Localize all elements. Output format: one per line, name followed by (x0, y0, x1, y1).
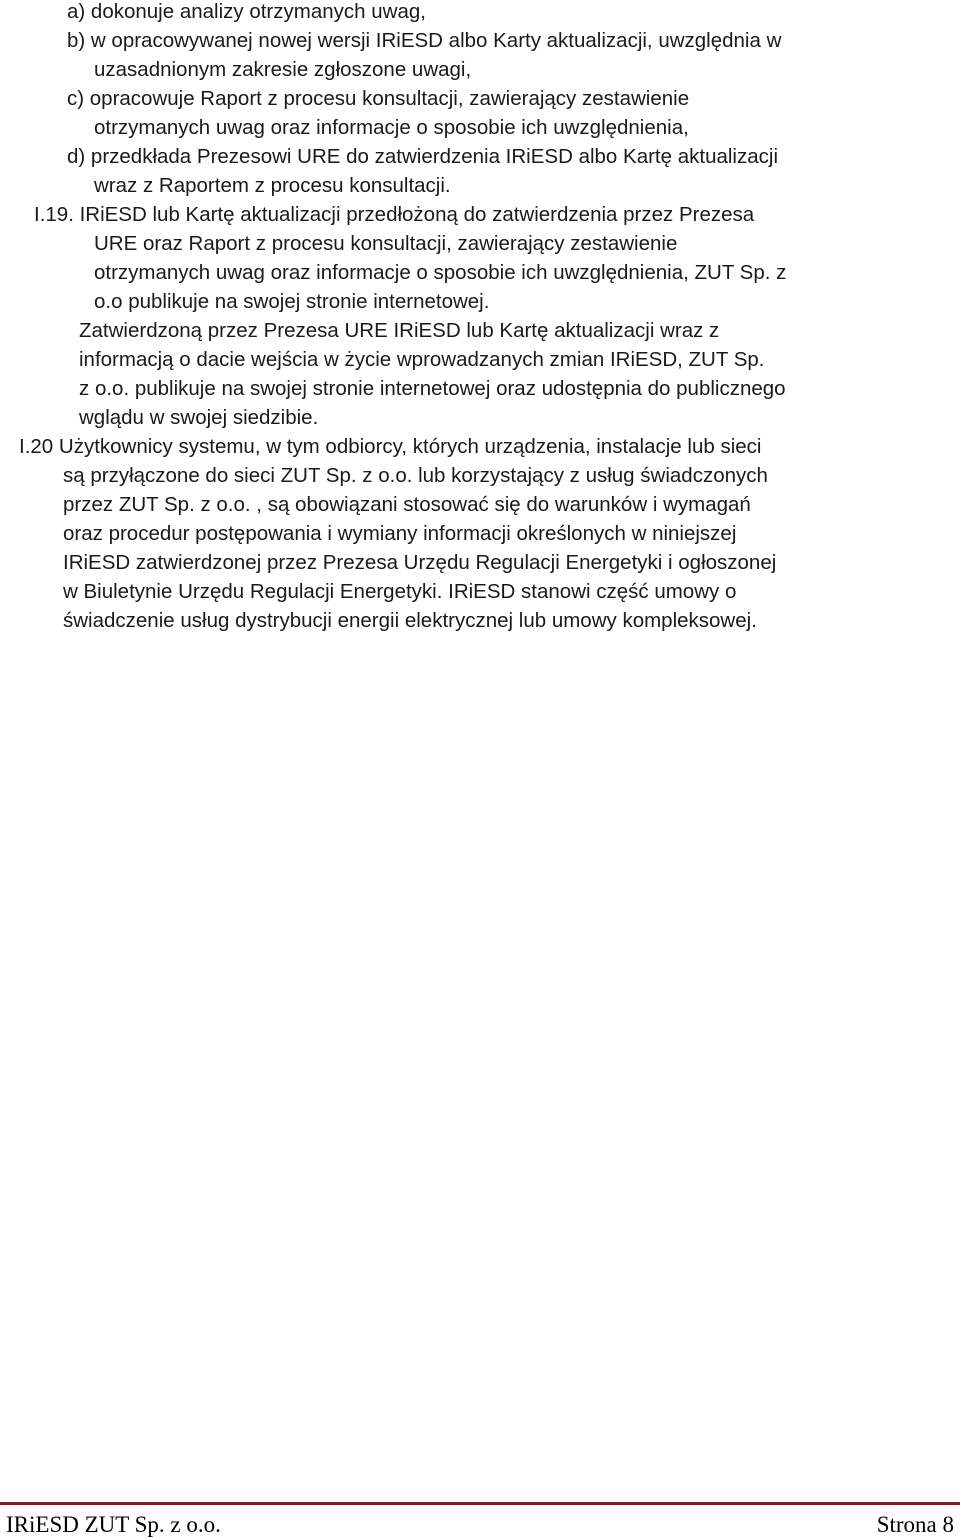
paragraph-i20-line6: w Biuletynie Urzędu Regulacji Energetyki. IRiESD stanowi część umowy o (63, 580, 737, 603)
footer-document-name: IRiESD ZUT Sp. z o.o. (6, 1512, 221, 1537)
list-item-d-cont: wraz z Raportem z procesu konsultacji. (94, 174, 451, 197)
paragraph-approved-line3: z o.o. publikuje na swojej stronie internetowej oraz udostępnia do publicznego (79, 377, 786, 400)
list-item-b-cont: uzasadnionym zakresie zgłoszone uwagi, (94, 58, 472, 81)
paragraph-i19: I.19. IRiESD lub Kartę aktualizacji przedłożoną do zatwierdzenia przez Prezesa (34, 203, 755, 226)
footer-page-number: Strona 8 (876, 1512, 954, 1537)
paragraph-approved: Zatwierdzoną przez Prezesa URE IRiESD lub Kartę aktualizacji wraz z (79, 319, 720, 342)
footer-divider (0, 1502, 960, 1505)
paragraph-approved-line4: wglądu w swojej siedzibie. (79, 406, 319, 429)
list-item-d: d) przedkłada Prezesowi URE do zatwierdzenia IRiESD albo Kartę aktualizacji (67, 145, 778, 168)
list-item-b: b) w opracowywanej nowej wersji IRiESD albo Karty aktualizacji, uwzględnia w (67, 29, 782, 52)
paragraph-i19-line2: URE oraz Raport z procesu konsultacji, zawierający zestawienie (94, 232, 678, 255)
list-item-c: c) opracowuje Raport z procesu konsultacji, zawierający zestawienie (67, 87, 690, 110)
paragraph-approved-line2: informacją o dacie wejścia w życie wprowadzanych zmian IRiESD, ZUT Sp. (79, 348, 765, 371)
list-item-a: a) dokonuje analizy otrzymanych uwag, (67, 0, 426, 23)
paragraph-i20: I.20 Użytkownicy systemu, w tym odbiorcy, których urządzenia, instalacje lub sieci (19, 435, 762, 458)
paragraph-i20-line5: IRiESD zatwierdzonej przez Prezesa Urzędu Regulacji Energetyki i ogłoszonej (63, 551, 777, 574)
list-item-c-cont: otrzymanych uwag oraz informacje o sposobie ich uwzględnienia, (94, 116, 689, 139)
paragraph-i20-line3: przez ZUT Sp. z o.o. , są obowiązani stosować się do warunków i wymagań (63, 493, 751, 516)
paragraph-i20-line2: są przyłączone do sieci ZUT Sp. z o.o. lub korzystający z usług świadczonych (63, 464, 768, 487)
paragraph-i20-line4: oraz procedur postępowania i wymiany informacji określonych w niniejszej (63, 522, 737, 545)
paragraph-i19-line3: otrzymanych uwag oraz informacje o sposobie ich uwzględnienia, ZUT Sp. z (94, 261, 787, 284)
paragraph-i19-line4: o.o publikuje na swojej stronie internetowej. (94, 290, 490, 313)
paragraph-i20-line7: świadczenie usług dystrybucji energii elektrycznej lub umowy kompleksowej. (63, 609, 757, 632)
